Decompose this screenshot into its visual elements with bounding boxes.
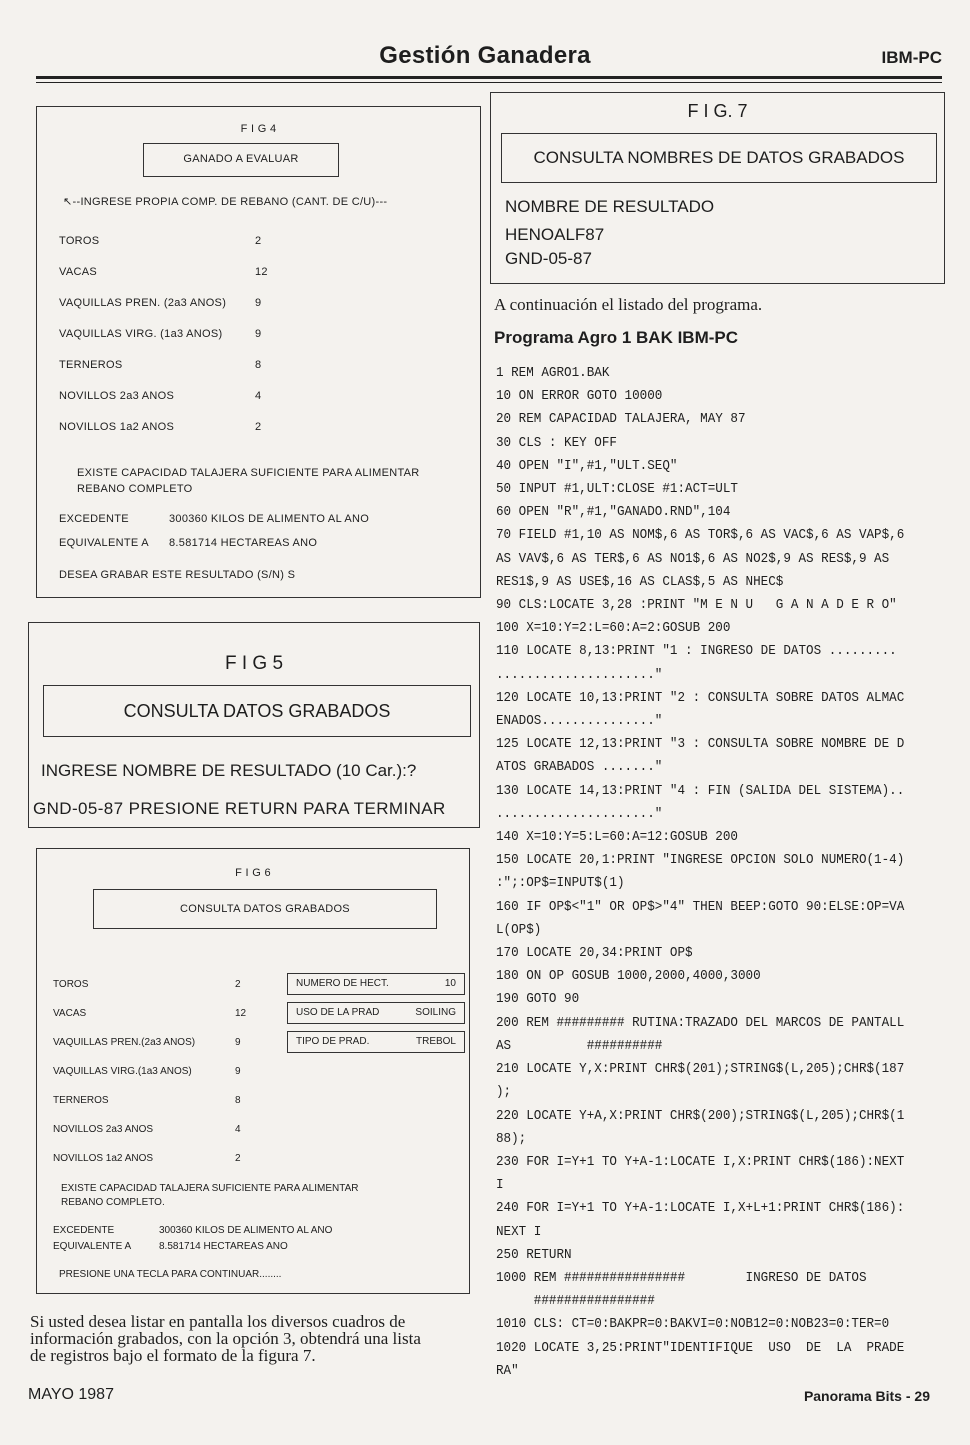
row-value: 8 [235,1095,241,1106]
footer-date: MAYO 1987 [28,1386,114,1403]
row-value: 2 [255,235,262,247]
code-line: 30 CLS : KEY OFF [496,434,617,451]
figure-title-box [93,889,437,929]
paragraph-line: Si usted desea listar en pantalla los diversos cuadros de [30,1312,406,1331]
row-value: 12 [255,266,268,278]
excedente-label: EXCEDENTE [53,1225,115,1236]
code-line: 240 FOR I=Y+1 TO Y+A-1:LOCATE I,X+L+1:PRINT CHR$(186): [496,1200,905,1217]
side-value: 10 [444,978,456,989]
code-line: ); [496,1084,512,1101]
row-label: NOVILLOS 1a2 ANOS [59,421,175,433]
code-line: ################ [496,1293,655,1310]
code-line: 190 GOTO 90 [496,991,580,1008]
figure-label: F I G. 7 [687,101,748,121]
code-line: 1020 LOCATE 3,25:PRINT"IDENTIFIQUE USO DE LA PRADE [496,1339,905,1356]
row-value: 9 [235,1066,241,1077]
code-line: 140 X=10:Y=5:L=60:A=12:GOSUB 200 [496,829,738,846]
code-line: 150 LOCATE 20,1:PRINT "INGRESE OPCION SOLO NUMERO(1-4) [496,852,905,869]
side-box [287,1031,465,1053]
side-label: TIPO DE PRAD. [296,1036,370,1047]
figure-6 [36,848,470,1294]
figure-title: CONSULTA DATOS GRABADOS [123,701,391,721]
intro-text: A continuación el listado del programa. [494,295,763,314]
code-line: 180 ON OP GOSUB 1000,2000,4000,3000 [496,968,761,985]
page-title: Gestión Ganadera [379,42,591,69]
code-line: I [496,1177,504,1194]
code-line: 1010 CLS: CT=0:BAKPR=0:BAKVI=0:NOB12=0:NOB23=0:TER=0 [496,1316,890,1333]
row-value: 4 [235,1124,241,1135]
side-label: NUMERO DE HECT. [296,978,389,989]
code-line: 20 REM CAPACIDAD TALAJERA, MAY 87 [496,411,746,428]
code-line: 125 LOCATE 12,13:PRINT "3 : CONSULTA SOBRE NOMBRE DE D [496,736,905,753]
paragraph-line: de registros bajo el formato de la figura 7. [30,1346,316,1365]
row-value: 12 [235,1008,247,1019]
row-value: 8 [255,359,262,371]
code-line: ATOS GRABADOS ......." [496,759,663,776]
prompt-text: INGRESE NOMBRE DE RESULTADO (10 Car.):? [41,761,417,780]
prompt-text: ↖--INGRESE PROPIA COMP. DE REBANO (CANT. DE C/U)--- [63,196,388,208]
code-line: 90 CLS:LOCATE 3,28 :PRINT "M E N U G A N A D E R O" [496,597,897,614]
header-rule-thin [36,82,942,83]
row-label: TERNEROS [59,359,123,371]
row-label: VAQUILLAS VIRG.(1a3 ANOS) [53,1066,192,1077]
result-name: GND-05-87 [505,249,592,268]
code-line: :";:OP$=INPUT$(1) [496,875,625,892]
message-line: REBANO COMPLETO. [61,1197,165,1208]
row-value: 9 [255,328,262,340]
excedente-label: EXCEDENTE [59,513,129,525]
code-line: 60 OPEN "R",#1,"GANADO.RND",104 [496,504,731,521]
row-value: 9 [235,1037,241,1048]
code-line: 1 REM AGRO1.BAK [496,365,610,381]
figure-label: F I G 5 [224,653,284,674]
row-label: TERNEROS [53,1095,109,1106]
figure-title: CONSULTA DATOS GRABADOS [180,903,350,915]
section-label: IBM-PC [881,48,942,67]
row-label: VACAS [53,1008,87,1019]
row-value: 2 [235,1153,241,1164]
code-line: 230 FOR I=Y+1 TO Y+A-1:LOCATE I,X:PRINT CHR$(186):NEXT [496,1153,905,1170]
figure-label: F I G 4 [240,123,277,135]
figure-title-box [43,685,471,737]
press-key-prompt: PRESIONE UNA TECLA PARA CONTINUAR........ [59,1269,282,1280]
code-line: 210 LOCATE Y,X:PRINT CHR$(201);STRING$(L,205);CHR$(187 [496,1061,905,1078]
row-label: VAQUILLAS PREN.(2a3 ANOS) [53,1037,196,1048]
figure-title-box [501,133,937,183]
code-line: 88); [496,1130,527,1147]
body-paragraph [30,1313,421,1364]
header-rule [36,76,942,79]
side-box [287,973,465,995]
code-line: AS ########## [496,1037,663,1054]
code-line: RA" [496,1362,519,1379]
row-label: NOVILLOS 2a3 ANOS [53,1124,154,1135]
figure-5 [28,622,480,828]
code-line: 250 RETURN [496,1246,572,1263]
code-line: 120 LOCATE 10,13:PRINT "2 : CONSULTA SOBRE DATOS ALMAC [496,689,905,706]
code-line: 10 ON ERROR GOTO 10000 [496,388,663,405]
code-line: 40 OPEN "I",#1,"ULT.SEQ" [496,457,678,474]
row-label: TOROS [59,235,100,247]
row-label: VAQUILLAS VIRG. (1a3 ANOS) [59,328,223,340]
row-label: NOVILLOS 2a3 ANOS [59,390,175,402]
paragraph-line: información grabados, con la opción 3, obtendrá una lista [30,1329,421,1348]
message-line: EXISTE CAPACIDAD TALAJERA SUFICIENTE PARA ALIMENTAR [61,1183,359,1194]
program-title: Programa Agro 1 BAK IBM-PC [494,328,739,347]
program-listing [496,362,904,1383]
row-label: NOVILLOS 1a2 ANOS [53,1153,154,1164]
row-value: 2 [235,979,241,990]
code-line: 200 REM ######### RUTINA:TRAZADO DEL MARCOS DE PANTALL [496,1014,905,1031]
code-line: 160 IF OP$<"1" OR OP$>"4" THEN BEEP:GOTO 90:ELSE:OP=VA [496,898,905,915]
message-line: EXISTE CAPACIDAD TALAJERA SUFICIENTE PARA ALIMENTAR [77,467,420,479]
code-line: ENADOS..............." [496,713,663,730]
code-line: 130 LOCATE 14,13:PRINT "4 : FIN (SALIDA DEL SISTEMA).. [496,782,905,799]
result-name: HENOALF87 [505,225,605,244]
row-label: TOROS [53,979,89,990]
code-line: ....................." [496,805,663,822]
figure-title: GANADO A EVALUAR [183,153,299,165]
figure-title: CONSULTA NOMBRES DE DATOS GRABADOS [533,148,905,167]
code-line: L(OP$) [496,921,542,938]
equivalente-value: 8.581714 HECTAREAS ANO [169,537,318,549]
save-prompt: DESEA GRABAR ESTE RESULTADO (S/N) S [59,569,296,581]
code-line: 100 X=10:Y=2:L=60:A=2:GOSUB 200 [496,620,731,637]
code-line: NEXT I [496,1223,542,1240]
equivalente-label: EQUIVALENTE A [59,537,149,549]
side-value: TREBOL [415,1036,456,1047]
result-heading: NOMBRE DE RESULTADO [505,197,715,216]
figure-label: F I G 6 [235,867,271,879]
code-line: 170 LOCATE 20,34:PRINT OP$ [496,945,693,962]
code-line: RES1$,9 AS USE$,16 AS CLAS$,5 AS NHEC$ [496,573,784,590]
excedente-value: 300360 KILOS DE ALIMENTO AL ANO [169,513,370,525]
row-value: 4 [255,390,262,402]
code-line: AS VAV$,6 AS TER$,6 AS NO1$,6 AS NO2$,9 AS RES$,9 AS [496,550,890,567]
side-value: SOILING [415,1007,456,1018]
code-line: 50 INPUT #1,ULT:CLOSE #1:ACT=ULT [496,481,738,498]
code-line: 1000 REM ################ INGRESO DE DATOS [496,1269,867,1286]
equivalente-label: EQUIVALENTE A [53,1241,132,1252]
answer-text: GND-05-87 PRESIONE RETURN PARA TERMINAR [33,799,446,818]
footer-page: Panorama Bits - 29 [803,1388,930,1404]
code-line: 220 LOCATE Y+A,X:PRINT CHR$(200);STRING$(L,205);CHR$(1 [496,1107,905,1124]
side-box [287,1002,465,1024]
figure-title-box [143,143,339,177]
row-label: VAQUILLAS PREN. (2a3 ANOS) [59,297,227,309]
figure-7 [490,92,945,284]
code-line: 70 FIELD #1,10 AS NOM$,6 AS TOR$,6 AS VAC$,6 AS VAP$,6 [496,527,905,544]
row-label: VACAS [59,266,97,278]
excedente-value: 300360 KILOS DE ALIMENTO AL ANO [159,1225,333,1236]
row-value: 9 [255,297,262,309]
side-label: USO DE LA PRAD [296,1007,380,1018]
figure-4 [36,106,481,598]
code-line: ....................." [496,666,663,683]
equivalente-value: 8.581714 HECTAREAS ANO [159,1241,288,1252]
row-value: 2 [255,421,262,433]
message-line: REBANO COMPLETO [77,483,193,495]
code-line: 110 LOCATE 8,13:PRINT "1 : INGRESO DE DATOS ......... [496,643,897,660]
